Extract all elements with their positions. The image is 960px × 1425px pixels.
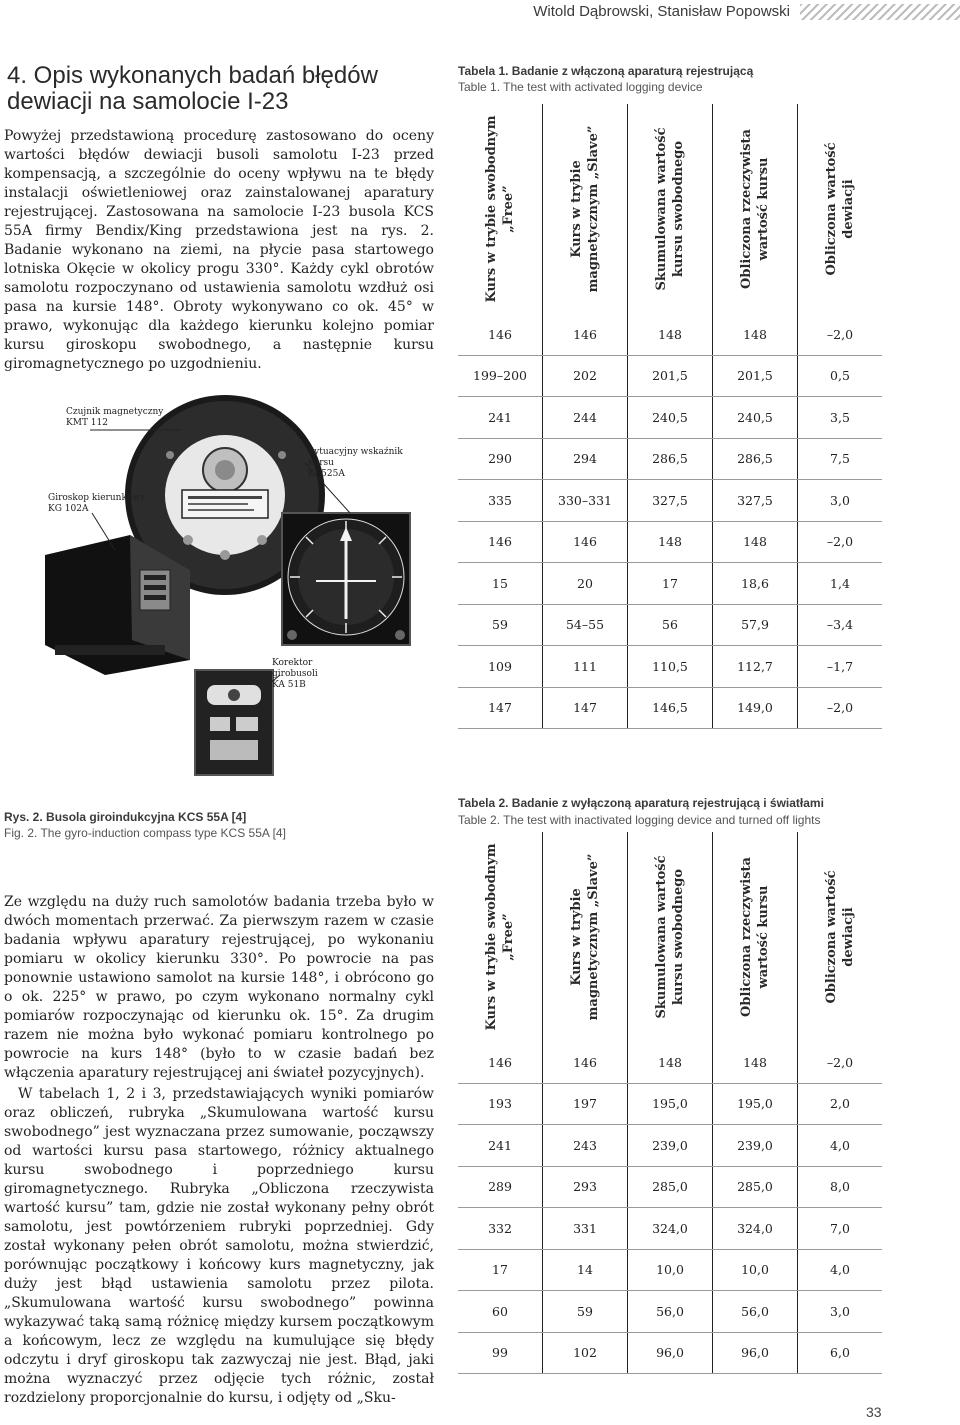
table-cell: 324,0 (713, 1208, 798, 1250)
table-cell: 112,7 (713, 646, 798, 688)
table-cell: 146 (458, 1042, 543, 1083)
table-row (458, 438, 882, 480)
table-cell: 4,0 (798, 1125, 883, 1167)
label-heading-indicator-line1: Sytuacyjny wskaźnik (308, 447, 403, 457)
section-title: 4. Opis wykonanych badań błędów dewiacji na samolocie I-23 (7, 62, 378, 115)
table-cell: 148 (713, 1042, 798, 1083)
table-cell: 286,5 (628, 438, 713, 480)
table-cell: 244 (543, 397, 628, 439)
table-cell: 332 (458, 1208, 543, 1250)
table-cell: 7,0 (798, 1208, 883, 1250)
table-row (458, 1042, 882, 1083)
table-cell: –2,0 (798, 1042, 883, 1083)
table-cell: 15 (458, 563, 543, 605)
table-cell: 56 (628, 604, 713, 646)
table-cell: 285,0 (713, 1166, 798, 1208)
table-cell: 0,5 (798, 355, 883, 397)
table-cell: 4,0 (798, 1249, 883, 1291)
table-cell: 57,9 (713, 604, 798, 646)
table-cell: 2,0 (798, 1083, 883, 1125)
table-cell: 99 (458, 1332, 543, 1374)
table-header-cell (628, 832, 713, 1042)
table-header-cell (628, 104, 713, 314)
table-cell: 3,0 (798, 480, 883, 522)
label-directional-gyro (48, 493, 145, 515)
table-cell: 59 (458, 604, 543, 646)
table-cell: 148 (713, 521, 798, 563)
header-text-calculated-deviation: Obliczona wartość dewiacji (824, 142, 856, 276)
table-cell: 3,0 (798, 1291, 883, 1333)
table-cell: –2,0 (798, 521, 883, 563)
table-cell: 193 (458, 1083, 543, 1125)
table-cell: 146,5 (628, 687, 713, 729)
table-cell: 289 (458, 1166, 543, 1208)
table-cell: 148 (628, 1042, 713, 1083)
table-cell: 239,0 (713, 1125, 798, 1167)
table-cell: 8,0 (798, 1166, 883, 1208)
table-cell: 146 (543, 314, 628, 355)
table-cell: 146 (458, 521, 543, 563)
header-text-free-course: Kurs w trybie swobodnym „Free” (484, 115, 516, 303)
gyro-corrector-drawing (195, 670, 273, 775)
table-cell: 148 (628, 521, 713, 563)
table-cell: 202 (543, 355, 628, 397)
figure-caption-en: Fig. 2. The gyro-induction compass type KCS 55A [4] (4, 826, 286, 840)
table-cell: 149,0 (713, 687, 798, 729)
table-cell: 201,5 (713, 355, 798, 397)
table-row (458, 314, 882, 355)
table-1-subtitle: Table 1. The test with activated logging device (458, 80, 703, 94)
table-header-cell (798, 104, 883, 314)
body-paragraph: Powyżej przedstawioną procedurę zastosowano do oceny wartości błędów dewiacji busoli samolotu I-23 przed kompensacją, a szczególnie do oceny wpływu na te błędy instalacji oświetleniowej oraz zainstalowanej aparatury rejestrującej. Zastosowana na samolocie I-23 busola KCS 55A firmy Bendix/King przedstawiona jest na rys. 2. Badanie wykonano na ziemi, na płycie pasa startowego lotniska Okęcie w okolicy progu 330°. Każdy cykl obrotów samolotu rozpoczynano od ustawienia samolotu wzdłuż osi pasa na kursie 148°. Obroty wykonywano co ok. 45° w prawo, wykonując dla każdego kierunku kolejno pomiar kursu giroskopu swobodnego, a następnie kursu giromagnetycznego po uzgodnieniu. (4, 128, 434, 372)
label-directional-gyro-line1: Giroskop kierunkowy (48, 493, 146, 503)
table-1-title: Tabela 1. Badanie z włączoną aparaturą rejestrującą (458, 64, 754, 78)
table-cell: 330–331 (543, 480, 628, 522)
table-row (458, 1291, 882, 1333)
body-paragraph: W tabelach 1, 2 i 3, przedstawiających wyniki pomiarów oraz obliczeń, rubryka „Skumulowana wartość kursu swobodnego” jest wyznaczana przez sumowanie, począwszy od wartości kursu pasa startowego, różnicy aktualnego kursu swobodnego i poprzedniego kursu giromagnetycznego. Rubryka „Obliczona rzeczywista wartość kursu” tam, gdzie nie został wykonany pełny obrót samolotu, jest powtórzeniem rubryki poprzedniej. Gdy został wykonany pełen obrót samolotu, można stwierdzić, porównując początkowy i końcowy kurs magnetyczny, jak duży jest błąd ustawienia samolotu przez pilota. „Skumulowana wartość kursu swobodnego” powinna wykazywać taką samą różnicę między kursem początkowym a końcowym, lecz ze względu na kumulujące się błędy odczytu i dryf giroskopu tak zazwyczaj nie jest. Błąd, jaki można wyznaczyć przez odjęcie tych różnic, został rozdzielony proporcjonalnie do kursu, i odjęty od „Sku- (4, 1086, 434, 1406)
table-cell: 59 (543, 1291, 628, 1333)
table-cell: –1,7 (798, 646, 883, 688)
heading-indicator-drawing (282, 513, 410, 645)
table-row (458, 1249, 882, 1291)
table-header-row (458, 104, 882, 314)
running-head-authors: Witold Dąbrowski, Stanisław Popowski (533, 3, 790, 20)
table-cell: 20 (543, 563, 628, 605)
table-cell: 241 (458, 1125, 543, 1167)
table-cell: 7,5 (798, 438, 883, 480)
table-1 (458, 104, 882, 729)
compass-system-figure (20, 395, 440, 790)
table-row (458, 521, 882, 563)
table-cell: 146 (543, 1042, 628, 1083)
table-cell: –2,0 (798, 314, 883, 355)
table-cell: 14 (543, 1249, 628, 1291)
table-cell: 240,5 (628, 397, 713, 439)
table-row (458, 1332, 882, 1374)
label-gyro-corrector-line1: Korektor (272, 658, 313, 668)
header-text-cumulative-free: Skumulowana wartość kursu swobodnego (654, 855, 686, 1019)
table-row (458, 397, 882, 439)
table-cell: 239,0 (628, 1125, 713, 1167)
label-heading-indicator (308, 447, 403, 480)
table-cell: 102 (543, 1332, 628, 1374)
table-cell: 146 (543, 521, 628, 563)
table-row (458, 1166, 882, 1208)
header-hatch-decoration (800, 4, 960, 20)
table-cell: 17 (628, 563, 713, 605)
body-paragraph: Ze względu na duży ruch samolotów badania trzeba było w dwóch momentach przerwać. Za pierwszym razem w czasie badania wpływu aparatury rejestrującej, po wykonaniu pomiaru w okolicy kierunku 330°. Po powrocie na pas ponownie ustawiono samolot na kursie 148°, i obrócono go o ok. 225° w prawo, po czym wykonano normalny cykl pomiarów rozpoczynając od kierunku ok. 15°. Za drugim razem nie można było wykonać pomiaru kontrolnego po powrocie na kurs 148° (było to w czasie badań bez włączenia aparatury rejestrującej ani świateł pozycyjnych). (4, 894, 434, 1081)
header-text-slave-course: Kurs w trybie magnetycznym „Slave” (569, 125, 601, 293)
header-text-calculated-course: Obliczona rzeczywista wartość kursu (739, 857, 771, 1017)
table-cell: 290 (458, 438, 543, 480)
table-cell: 3,5 (798, 397, 883, 439)
table-2 (458, 832, 882, 1374)
table-cell: 294 (543, 438, 628, 480)
header-text-cumulative-free: Skumulowana wartość kursu swobodnego (654, 127, 686, 291)
label-magnetic-sensor (66, 407, 163, 429)
table-row (458, 646, 882, 688)
label-heading-indicator-line2: kursu (308, 458, 334, 468)
table-header-cell (543, 104, 628, 314)
label-gyro-corrector-line2: girobusoli (272, 669, 318, 679)
table-cell: 195,0 (628, 1083, 713, 1125)
table-header-cell (798, 832, 883, 1042)
label-magnetic-sensor-line2: KMT 112 (66, 418, 108, 428)
table-2-title: Tabela 2. Badanie z wyłączoną aparaturą rejestrującą i światłami (458, 796, 824, 810)
table-cell: 197 (543, 1083, 628, 1125)
table-cell: 286,5 (713, 438, 798, 480)
table-cell: 147 (458, 687, 543, 729)
table-cell: 96,0 (713, 1332, 798, 1374)
table-header-cell (543, 832, 628, 1042)
table-cell: 56,0 (628, 1291, 713, 1333)
table-cell: 96,0 (628, 1332, 713, 1374)
table-row (458, 563, 882, 605)
table-row (458, 687, 882, 729)
header-text-calculated-course: Obliczona rzeczywista wartość kursu (739, 129, 771, 289)
table-cell: 331 (543, 1208, 628, 1250)
header-text-calculated-deviation: Obliczona wartość dewiacji (824, 870, 856, 1004)
table-row (458, 1125, 882, 1167)
table-cell: 241 (458, 397, 543, 439)
page-number: 33 (866, 1404, 882, 1420)
table-cell: 148 (713, 314, 798, 355)
label-magnetic-sensor-line1: Czujnik magnetyczny (66, 407, 164, 417)
table-cell: 293 (543, 1166, 628, 1208)
table-cell: 195,0 (713, 1083, 798, 1125)
header-text-slave-course: Kurs w trybie magnetycznym „Slave” (569, 853, 601, 1021)
table-cell: 324,0 (628, 1208, 713, 1250)
table-header-cell (458, 104, 543, 314)
label-gyro-corrector (272, 658, 318, 691)
table-cell: 148 (628, 314, 713, 355)
label-heading-indicator-line3: KI 525A (308, 469, 345, 479)
table-cell: –2,0 (798, 687, 883, 729)
label-gyro-corrector-line3: KA 51B (272, 680, 306, 690)
table-cell: 335 (458, 480, 543, 522)
table-cell: 10,0 (713, 1249, 798, 1291)
table-cell: 201,5 (628, 355, 713, 397)
table-cell: 18,6 (713, 563, 798, 605)
table-cell: 60 (458, 1291, 543, 1333)
table-cell: 1,4 (798, 563, 883, 605)
table-row (458, 604, 882, 646)
table-header-cell (458, 832, 543, 1042)
table-cell: 110,5 (628, 646, 713, 688)
table-row (458, 1208, 882, 1250)
table-row (458, 1083, 882, 1125)
table-cell: 240,5 (713, 397, 798, 439)
table-row (458, 355, 882, 397)
table-cell: 327,5 (713, 480, 798, 522)
table-cell: 327,5 (628, 480, 713, 522)
table-cell: 111 (543, 646, 628, 688)
table-cell: 109 (458, 646, 543, 688)
table-cell: 146 (458, 314, 543, 355)
table-cell: 147 (543, 687, 628, 729)
figure-caption-pl: Rys. 2. Busola giroindukcyjna KCS 55A [4] (4, 810, 247, 824)
header-text-free-course: Kurs w trybie swobodnym „Free” (484, 843, 516, 1031)
table-cell: 54–55 (543, 604, 628, 646)
table-cell: 56,0 (713, 1291, 798, 1333)
table-header-cell (713, 104, 798, 314)
table-header-row (458, 832, 882, 1042)
table-header-cell (713, 832, 798, 1042)
table-row (458, 480, 882, 522)
table-cell: 243 (543, 1125, 628, 1167)
label-directional-gyro-line2: KG 102A (48, 504, 89, 514)
table-2-subtitle: Table 2. The test with inactivated logging device and turned off lights (458, 813, 821, 827)
table-cell: –3,4 (798, 604, 883, 646)
table-cell: 17 (458, 1249, 543, 1291)
table-cell: 6,0 (798, 1332, 883, 1374)
table-cell: 10,0 (628, 1249, 713, 1291)
table-cell: 285,0 (628, 1166, 713, 1208)
table-cell: 199–200 (458, 355, 543, 397)
